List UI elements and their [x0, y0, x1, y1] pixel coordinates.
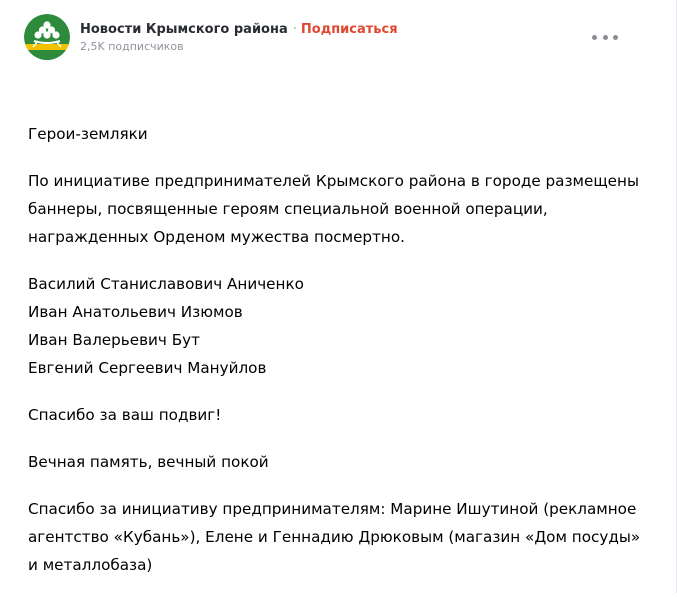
hero-names-list	[28, 270, 643, 382]
subscribe-button[interactable]: Подписаться	[300, 21, 398, 37]
post-intro	[28, 167, 643, 251]
hero-name: Иван Валерьевич Бут	[28, 331, 200, 349]
avatar[interactable]	[24, 14, 70, 60]
credits-line: Спасибо за инициативу предпринимателям: Марине Ишутиной (рекламное	[28, 500, 637, 518]
post-header	[24, 14, 398, 60]
hero-name: Евгений Сергеевич Мануйлов	[28, 359, 267, 377]
post-text	[28, 120, 643, 598]
hero-name: Иван Анатольевич Изюмов	[28, 303, 243, 321]
post-memory: Вечная память, вечный покой	[28, 453, 269, 471]
post-thanks: Спасибо за ваш подвиг!	[28, 406, 222, 424]
hero-name: Василий Станиславович Аниченко	[28, 275, 304, 293]
post-heading: Герои-земляки	[28, 125, 148, 143]
group-meta	[80, 21, 398, 54]
group-name-link[interactable]: Новости Крымского района	[80, 21, 288, 37]
dot-2	[603, 35, 608, 40]
subscribers-count: 2,5K подписчиков	[80, 39, 184, 53]
grapes-emblem-icon	[24, 14, 70, 60]
separator-dot: ·	[292, 21, 297, 37]
dot-1	[592, 35, 597, 40]
more-dots-icon[interactable]	[592, 28, 618, 46]
intro-line: баннеры, посвященные героям специальной военной операции,	[28, 200, 548, 218]
title-row	[80, 21, 398, 38]
credits-line: агентство «Кубань»), Елене и Геннадию Дрюковым (магазин «Дом посуды»	[28, 528, 641, 546]
post-credits	[28, 495, 643, 579]
credits-line: и металлобаза)	[28, 556, 153, 574]
dot-3	[613, 35, 618, 40]
intro-line: По инициативе предпринимателей Крымского района в городе размещены	[28, 172, 639, 190]
intro-line: награжденных Орденом мужества посмертно.	[28, 228, 405, 246]
